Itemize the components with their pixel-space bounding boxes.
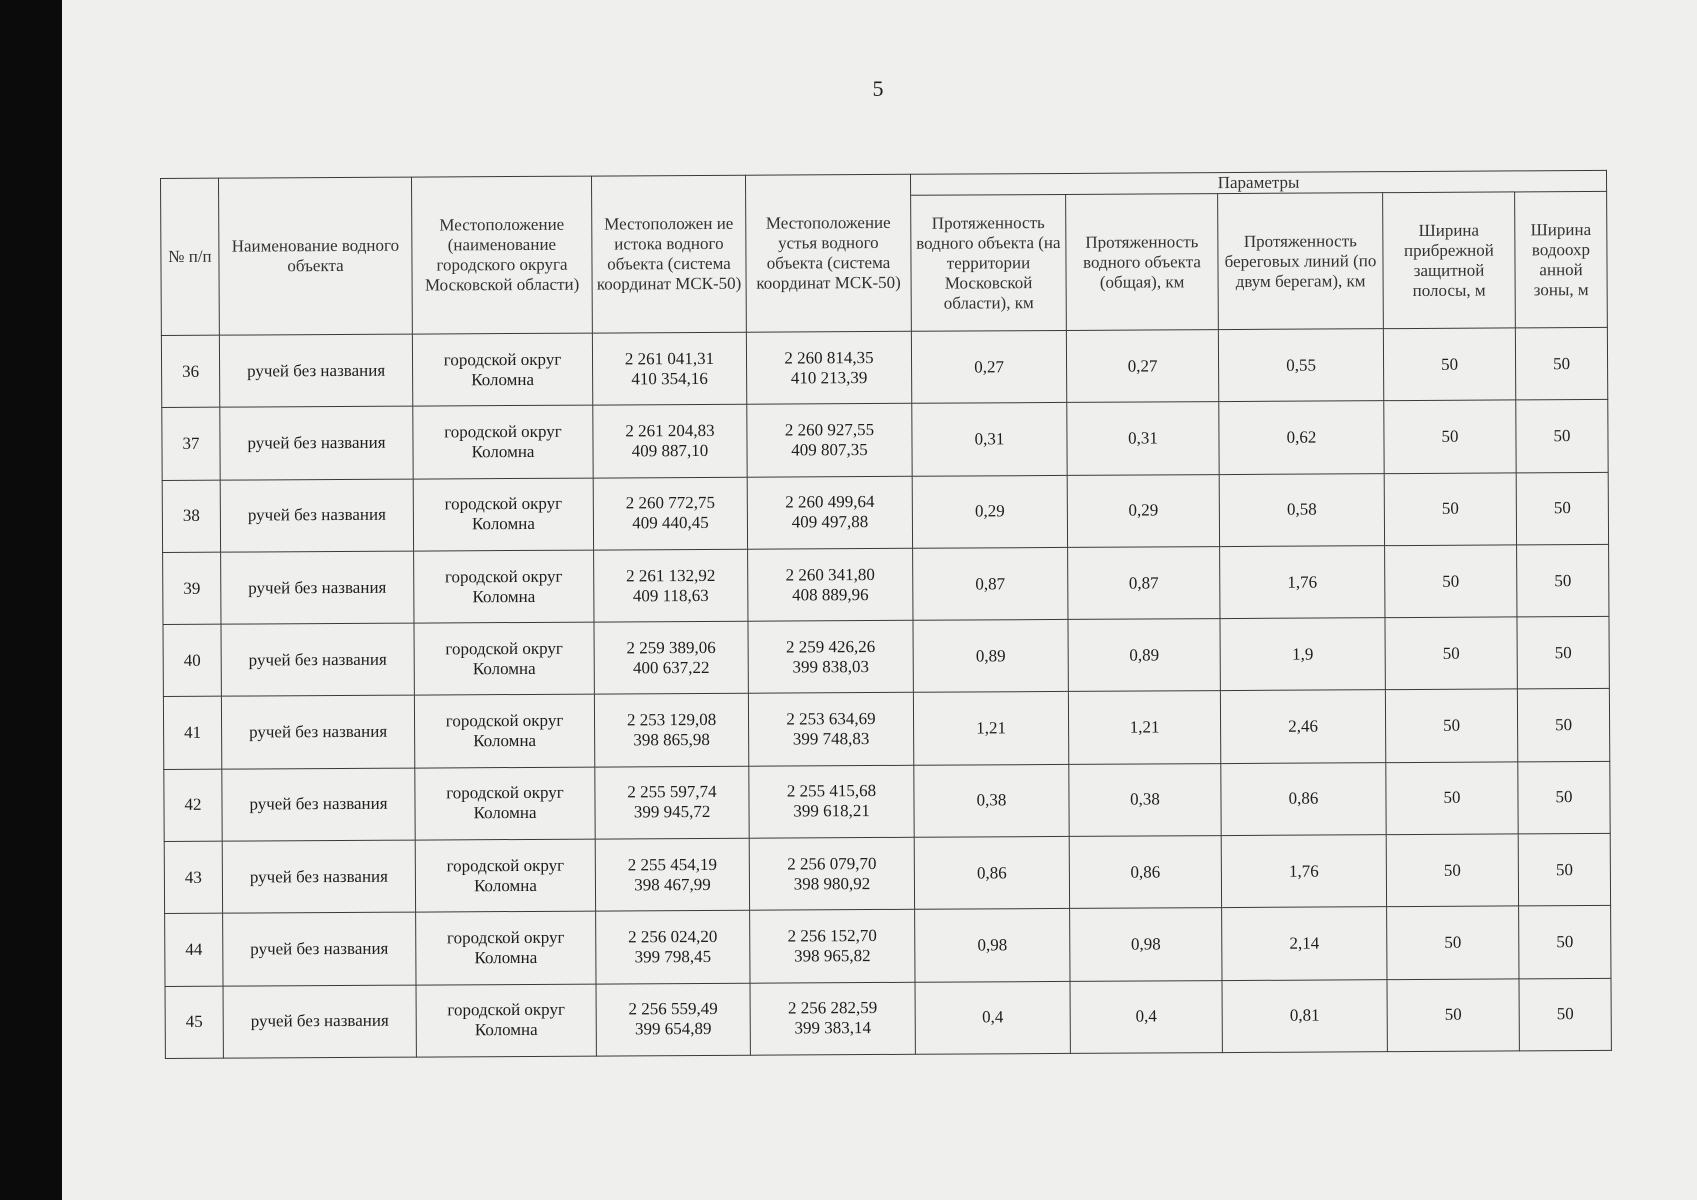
row-length-total: 0,27 [1066, 330, 1218, 403]
row-water-zone: 50 [1519, 906, 1611, 979]
row-name: ручей без названия [219, 334, 412, 407]
row-mouth-y: 399 748,83 [792, 729, 870, 749]
row-location-line2: Коломна [474, 1020, 538, 1040]
row-location-line1: городской округ [446, 783, 564, 803]
row-length-total: 0,98 [1070, 908, 1222, 981]
row-mouth-x: 2 256 282,59 [787, 998, 878, 1018]
row-shoreline: 1,9 [1220, 618, 1385, 691]
header-shoreline: Протяженность береговых линий (по двум берегам), км [1218, 193, 1384, 330]
row-shoreline: 0,58 [1219, 473, 1384, 546]
row-location-line1: городской округ [443, 349, 562, 370]
table-row [161, 327, 1607, 407]
row-source-coords [594, 549, 748, 622]
row-number: 41 [163, 697, 221, 770]
row-location-line1: городской округ [444, 421, 562, 442]
row-location [416, 911, 596, 984]
row-number: 42 [164, 769, 222, 842]
row-water-zone: 50 [1519, 978, 1611, 1051]
row-water-zone: 50 [1515, 327, 1607, 400]
row-number: 40 [163, 624, 221, 697]
row-shoreline: 1,76 [1220, 546, 1385, 619]
row-location [415, 839, 595, 912]
row-source-x: 2 256 024,20 [628, 926, 718, 947]
row-mouth-x: 2 256 079,70 [787, 853, 877, 874]
row-mouth-y: 398 980,92 [793, 873, 871, 894]
row-location-line1: городской округ [445, 710, 564, 731]
row-mouth-coords [748, 620, 913, 693]
header-source: Местоположен ие истока водного объекта (система координат МСК-50) [591, 175, 746, 333]
row-name: ручей без названия [220, 479, 413, 552]
row-location [414, 622, 594, 695]
row-mouth-coords [747, 476, 912, 549]
row-water-zone: 50 [1517, 617, 1609, 690]
row-coastal-strip: 50 [1385, 617, 1517, 690]
row-location-line1: городской округ [444, 493, 563, 514]
row-length-region: 0,87 [913, 547, 1068, 620]
row-location-line2: Коломна [471, 441, 535, 462]
row-location [416, 984, 596, 1057]
row-source-coords [593, 477, 747, 550]
row-source-coords [595, 766, 749, 839]
row-coastal-strip: 50 [1386, 762, 1518, 835]
row-location-line2: Коломна [473, 731, 537, 751]
row-location [413, 405, 593, 478]
row-water-zone: 50 [1517, 544, 1609, 617]
row-name: ручей без названия [221, 551, 414, 624]
row-length-region: 0,27 [911, 330, 1066, 403]
row-mouth-coords [750, 982, 915, 1055]
row-location-line2: Коломна [474, 947, 538, 968]
row-water-zone: 50 [1517, 689, 1609, 762]
row-location-line1: городской округ [446, 927, 565, 948]
header-number: № п/п [161, 178, 220, 335]
row-source-y: 410 354,16 [631, 368, 708, 389]
header-water-zone: Ширина водоохр анной зоны, м [1515, 191, 1608, 328]
row-source-coords [596, 983, 750, 1056]
row-name: ручей без названия [223, 912, 416, 985]
row-name: ручей без названия [220, 406, 413, 479]
row-name: ручей без названия [221, 696, 414, 769]
header-location: Местоположение (наименование городского округа Московской области) [411, 176, 592, 334]
row-mouth-y: 408 889,96 [792, 584, 869, 605]
row-mouth-x: 2 256 152,70 [787, 926, 877, 946]
row-location-line1: городской округ [446, 855, 565, 876]
header-length-total: Протяженность водного объекта (общая), км [1066, 194, 1219, 331]
row-coastal-strip: 50 [1387, 906, 1519, 979]
row-source-x: 2 255 454,19 [627, 854, 718, 875]
row-source-coords [594, 694, 748, 767]
row-source-y: 399 945,72 [633, 802, 711, 822]
row-mouth-coords [746, 331, 911, 404]
table-row [163, 689, 1609, 769]
row-shoreline: 0,62 [1219, 401, 1384, 474]
scan-edge [0, 0, 62, 1200]
row-length-total: 0,4 [1070, 980, 1222, 1053]
table-row [164, 761, 1610, 841]
row-coastal-strip: 50 [1384, 473, 1516, 546]
row-mouth-coords [748, 548, 913, 621]
row-water-zone: 50 [1516, 472, 1608, 545]
row-length-total: 0,31 [1067, 402, 1219, 475]
row-location-line1: городской округ [445, 638, 563, 659]
table-row [162, 400, 1608, 480]
row-source-y: 398 865,98 [633, 730, 710, 750]
table-row [165, 906, 1611, 986]
row-source-coords [594, 621, 748, 694]
row-length-total: 0,38 [1069, 763, 1221, 836]
row-location [415, 767, 595, 840]
table-row [163, 544, 1609, 624]
row-mouth-y: 399 838,03 [792, 656, 870, 677]
row-length-region: 1,21 [913, 692, 1068, 765]
header-mouth: Местоположение устья водного объекта (система координат МСК-50) [745, 174, 911, 332]
row-source-y: 399 654,89 [634, 1019, 712, 1039]
row-source-x: 2 260 772,75 [625, 493, 715, 513]
row-source-y: 399 798,45 [634, 946, 712, 967]
row-number: 44 [165, 914, 223, 987]
row-length-total: 0,89 [1068, 619, 1220, 692]
row-source-x: 2 261 132,92 [626, 565, 716, 585]
table-row [162, 472, 1608, 552]
header-length-region: Протяженность водного объекта (на территории Московской области), км [911, 194, 1067, 331]
row-source-x: 2 253 129,08 [626, 710, 717, 730]
row-number: 43 [164, 841, 222, 914]
row-shoreline: 0,86 [1221, 762, 1386, 835]
row-length-region: 0,29 [912, 475, 1067, 548]
row-mouth-coords [749, 765, 914, 838]
row-location-line1: городской округ [444, 566, 563, 586]
row-water-zone: 50 [1518, 761, 1610, 834]
table-row [163, 617, 1609, 697]
row-location-line1: городской округ [447, 1000, 565, 1020]
row-mouth-y: 409 497,88 [791, 512, 869, 532]
row-length-region: 0,98 [915, 909, 1070, 982]
row-coastal-strip: 50 [1385, 545, 1517, 618]
row-number: 36 [161, 335, 219, 408]
row-name: ручей без названия [222, 768, 415, 841]
row-source-y: 409 118,63 [632, 585, 709, 605]
header-name: Наименование водного объекта [219, 177, 413, 335]
row-water-zone: 50 [1516, 400, 1608, 473]
row-location [413, 478, 593, 551]
row-mouth-y: 399 383,14 [794, 1018, 872, 1038]
row-mouth-x: 2 260 814,35 [784, 347, 874, 368]
row-mouth-x: 2 260 341,80 [785, 564, 875, 585]
row-source-x: 2 255 597,74 [627, 782, 717, 802]
row-location [412, 333, 592, 406]
row-length-total: 0,29 [1067, 474, 1219, 547]
row-location-line2: Коломна [472, 586, 536, 606]
row-mouth-x: 2 260 927,55 [784, 419, 875, 440]
row-mouth-coords [749, 837, 914, 910]
row-coastal-strip: 50 [1384, 400, 1516, 473]
row-mouth-y: 399 618,21 [793, 801, 870, 821]
row-length-total: 1,21 [1068, 691, 1220, 764]
row-coastal-strip: 50 [1385, 689, 1517, 762]
row-mouth-y: 410 213,39 [790, 367, 868, 388]
row-shoreline: 2,46 [1220, 690, 1385, 763]
row-location-line2: Коломна [471, 514, 535, 534]
row-source-y: 409 440,45 [632, 513, 709, 533]
row-location-line2: Коломна [471, 369, 535, 389]
row-mouth-coords [748, 693, 913, 766]
row-mouth-y: 409 807,35 [791, 439, 868, 460]
row-shoreline: 1,76 [1221, 835, 1386, 908]
row-mouth-x: 2 255 415,68 [786, 781, 877, 801]
row-source-x: 2 259 389,06 [626, 637, 716, 658]
row-length-total: 0,86 [1069, 836, 1221, 909]
row-shoreline: 0,81 [1222, 979, 1387, 1052]
row-location [414, 695, 594, 768]
row-length-region: 0,31 [912, 403, 1067, 476]
row-mouth-y: 398 965,82 [794, 946, 871, 966]
row-length-total: 0,87 [1068, 546, 1220, 619]
row-name: ручей без названия [222, 840, 415, 913]
header-parameters: Параметры [910, 170, 1606, 195]
row-length-region: 0,86 [914, 837, 1069, 910]
row-number: 37 [162, 407, 220, 480]
row-source-coords [595, 838, 749, 911]
page-number: 5 [872, 76, 884, 101]
row-source-x: 2 261 041,31 [624, 348, 715, 369]
row-source-coords [592, 332, 746, 405]
row-mouth-x: 2 260 499,64 [785, 492, 875, 512]
row-location-line2: Коломна [473, 803, 537, 823]
row-source-x: 2 256 559,49 [628, 999, 718, 1019]
row-shoreline: 0,55 [1218, 329, 1383, 402]
row-source-y: 398 467,99 [634, 874, 711, 895]
row-source-coords [593, 405, 747, 478]
row-source-y: 409 887,10 [631, 440, 709, 461]
row-water-zone: 50 [1518, 833, 1610, 906]
row-coastal-strip: 50 [1386, 834, 1518, 907]
row-location [414, 550, 594, 623]
table-row [165, 978, 1611, 1058]
row-number: 45 [165, 986, 223, 1059]
row-shoreline: 2,14 [1222, 907, 1387, 980]
row-length-region: 0,4 [915, 981, 1070, 1054]
row-number: 39 [163, 552, 221, 625]
water-objects-table [160, 170, 1612, 1059]
row-location-line2: Коломна [472, 658, 536, 679]
row-mouth-coords [750, 910, 915, 983]
header-coastal-strip: Ширина прибрежной защитной полосы, м [1383, 192, 1516, 329]
row-source-x: 2 261 204,83 [625, 420, 715, 441]
row-coastal-strip: 50 [1387, 979, 1519, 1052]
row-mouth-coords [747, 404, 912, 477]
row-length-region: 0,89 [913, 620, 1068, 693]
row-name: ручей без названия [221, 623, 414, 696]
row-source-coords [596, 911, 750, 984]
row-coastal-strip: 50 [1383, 328, 1515, 401]
table-row [164, 833, 1610, 913]
row-length-region: 0,38 [914, 764, 1069, 837]
row-mouth-x: 2 259 426,26 [785, 636, 876, 657]
row-number: 38 [162, 480, 220, 553]
row-name: ручей без названия [223, 985, 416, 1058]
row-source-y: 400 637,22 [632, 657, 710, 678]
row-location-line2: Коломна [473, 875, 537, 895]
row-mouth-x: 2 253 634,69 [786, 709, 876, 729]
